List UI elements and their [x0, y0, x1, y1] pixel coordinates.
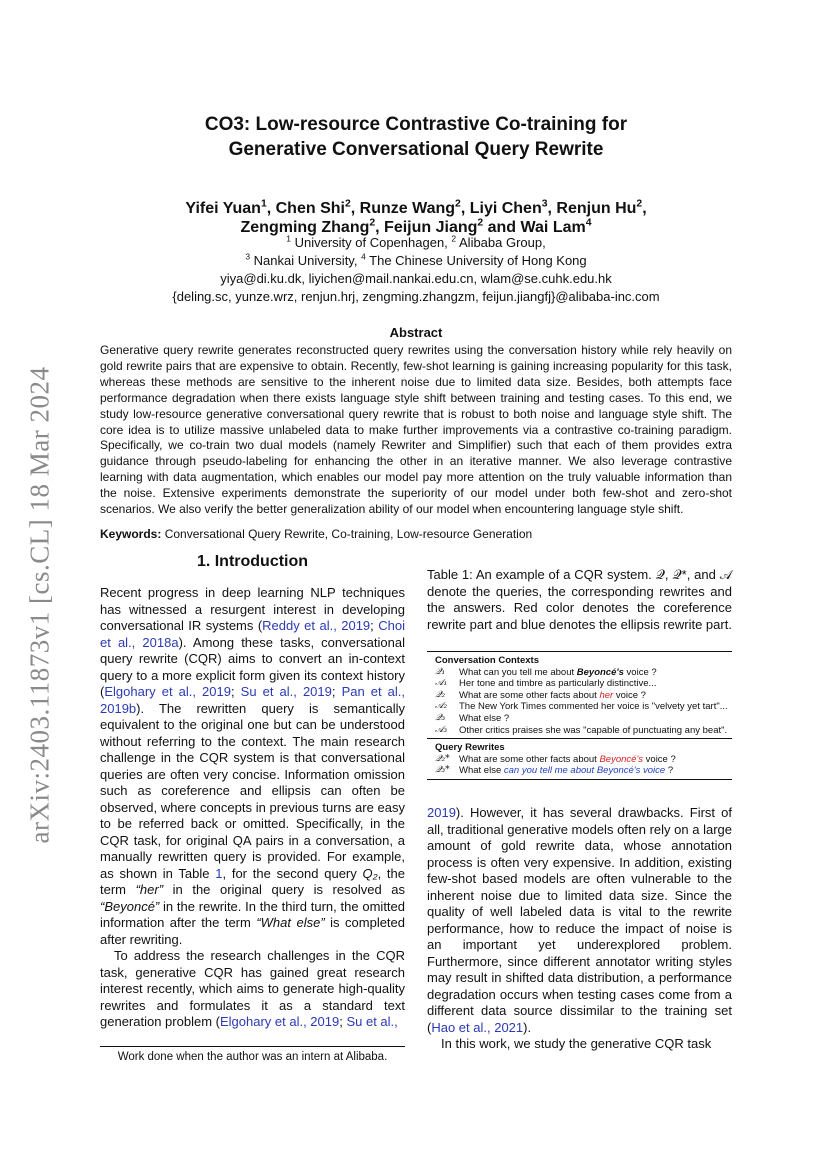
author-name: Liyi Chen — [469, 200, 542, 217]
table-row — [427, 725, 732, 739]
author-affil-mark: 3 — [541, 198, 548, 210]
author-name: Zengming Zhang — [240, 219, 370, 236]
arxiv-stamp — [20, 360, 60, 850]
author-name: Runze Wang — [359, 200, 456, 217]
row-key: 𝒬₂ — [435, 689, 446, 700]
author-sep: , — [642, 200, 647, 217]
table-row — [427, 713, 732, 725]
text-run: ). However, it has several drawbacks. First of all, traditional generative models often rely on a large amount of gold rewrite data, whose annotation process is often very expensive. In addition, existing few-shot based models are often vulnerable to the inherent noise due to limited data size. Since the quality of well labeled data is vital to the rewrite performance, how to reduce the impact of noise is an important yet underexplored problem. Furthermore, since different annotator writing styles may result in shifted data distribution, a performance degradation occurs when testing cases come from a different data source dissimilar to the training set ( — [427, 805, 732, 1035]
row-key: 𝒬₁ — [435, 666, 446, 677]
affiliations — [120, 234, 712, 306]
intro-paragraph-1 — [100, 585, 405, 948]
affil-text: University of Copenhagen, — [290, 235, 452, 250]
paper-title — [120, 112, 712, 162]
emphasis: “her” — [135, 882, 164, 897]
table-section-rewrites: Query Rewrites — [435, 742, 505, 754]
text-run: ; — [230, 684, 241, 699]
author-name: Feijun Jiang — [384, 219, 478, 236]
table-row — [427, 678, 732, 690]
row-value: Her tone and timbre as particularly distinctive... — [459, 678, 657, 690]
row-key: 𝒜₂ — [435, 701, 448, 712]
text-run: What are some other facts about — [459, 689, 600, 701]
right-paragraph-1 — [427, 805, 732, 1036]
section-heading-introduction: 1. Introduction — [196, 553, 309, 570]
author-affil-mark: 2 — [636, 198, 643, 210]
text-run: ? — [665, 765, 674, 777]
title-line-2: Generative Conversational Query Rewrite — [228, 139, 604, 160]
table-row — [427, 667, 732, 679]
table-row — [427, 765, 732, 779]
table-bottom-rule — [427, 779, 732, 780]
keywords-label: Keywords: — [100, 527, 162, 541]
table-row — [427, 690, 732, 702]
author-sep: , — [460, 200, 470, 217]
affil-mark: 1 — [286, 233, 291, 244]
author-sep: , — [375, 219, 385, 236]
row-key: 𝒜₃ — [435, 724, 448, 735]
row-value: The New York Times commented her voice is "velvety yet tart"... — [459, 701, 728, 713]
email-line-1: yiya@di.ku.dk, liyichen@mail.nankai.edu.cn, wlam@se.cuhk.edu.hk — [220, 271, 612, 286]
row-value — [459, 667, 732, 679]
text-run: What can you tell me about — [459, 666, 577, 678]
entity-highlight: Beyoncé's — [576, 666, 624, 678]
author-sep: , — [547, 200, 557, 217]
text-run: ). — [523, 1019, 532, 1035]
author-sep: , — [266, 200, 276, 217]
text-run: What else — [459, 765, 504, 777]
citation-link[interactable]: Su et al., — [346, 1014, 398, 1029]
text-run: voice ? — [613, 689, 646, 701]
citation-link[interactable]: Reddy et al., 2019 — [262, 618, 371, 633]
title-line-1: CO3: Low-resource Contrastive Co-training for — [204, 114, 628, 135]
affiliation-line-2 — [120, 252, 712, 270]
emphasis: “Beyoncé” — [100, 898, 160, 914]
text-run: ). The rewritten query is semantically equivalent to the original one but can be understood without referring to the context. The main research challenge in the CQR system is that conversational queries are often very concise. Information omission such as coreference and ellipsis can often be observed, where concepts in previous turns are easy to be referred back or omitted. Specifically, in the CQR task, for original QA pairs in a conversation, a manually rewritten query is provided. For example, as shown in Table — [100, 700, 405, 881]
table-row — [427, 701, 732, 713]
text-run: ). Among these tasks, conversational query rewrite (CQR) aims to convert an in-context query to a more explicit form given its context history ( — [100, 634, 405, 699]
text-run: , the term — [100, 865, 406, 897]
author-affil-mark: 2 — [455, 198, 461, 210]
citation-link[interactable]: Elgohary et al., 2019 — [219, 1014, 340, 1029]
row-key: 𝒬₃* — [435, 765, 450, 776]
author-affil-mark: 4 — [585, 217, 592, 229]
citation-link[interactable]: Su et al., 2019 — [240, 684, 332, 699]
row-value: Other critics praises she was "capable of punctuating any beat". — [459, 724, 728, 736]
left-column-text — [100, 585, 405, 1031]
right-column-text — [427, 805, 732, 1053]
author-sep: and — [483, 219, 521, 236]
author-line-1 — [120, 199, 712, 218]
citation-link[interactable]: Elgohary et al., 2019 — [104, 684, 231, 699]
cqr-example-table — [427, 651, 732, 780]
abstract-heading: Abstract — [389, 325, 443, 340]
row-value — [459, 754, 732, 766]
affil-mark: 3 — [245, 251, 251, 262]
table-row — [427, 754, 732, 766]
text-run: in the rewrite. In the third turn, the omitted information after the term — [100, 898, 405, 930]
table-section-contexts: Conversation Contexts — [435, 655, 539, 666]
author-affil-mark: 1 — [260, 198, 267, 210]
row-key: 𝒬₂* — [435, 753, 450, 764]
affil-mark: 4 — [361, 251, 366, 262]
text-run: To address the research challenges in the CQR task, generative CQR has gained great research interest recently, which aims to generate high-quality rewrites and formulates it as a standard text generation problem ( — [100, 948, 405, 1029]
text-run: voice ? — [623, 666, 657, 678]
author-name: Yifei Yuan — [185, 200, 261, 217]
row-value — [459, 765, 732, 777]
text-run: ; — [331, 684, 342, 699]
right-paragraph-2: In this work, we study the generative CQR task — [441, 1036, 712, 1051]
row-key: 𝒜₁ — [435, 678, 448, 689]
text-run: , for the second query — [222, 865, 363, 881]
row-value: What else ? — [459, 712, 510, 724]
text-run: What are some other facts about — [459, 753, 600, 765]
text-run: Recent progress in deep learning NLP techniques has witnessed a resurgent interest in developing conversational IR systems ( — [100, 585, 405, 633]
author-name: Wai Lam — [520, 219, 586, 236]
citation-link[interactable]: Hao et al., 2021 — [431, 1019, 524, 1035]
footnote: Work done when the author was an intern at Alibaba. — [117, 1051, 388, 1063]
author-name: Renjun Hu — [556, 200, 637, 217]
arxiv-stamp-text: arXiv:2403.11873v1 [cs.CL] 18 Mar 2024 — [24, 366, 55, 844]
author-affil-mark: 2 — [369, 217, 376, 229]
emphasis: “What else” — [256, 915, 325, 930]
coreference-highlight: Beyoncé's — [599, 753, 644, 765]
keywords — [100, 527, 732, 541]
citation-link[interactable]: 2019 — [427, 805, 456, 820]
author-list — [120, 199, 712, 237]
affil-text: Alibaba Group, — [456, 235, 546, 250]
row-value — [459, 690, 732, 702]
abstract-body: Generative query rewrite generates reconstructed query rewrites using the conversation history while rely heavily on gold rewrite pairs that are expensive to obtain. Recently, few-shot learning is gaining increasing popularity for this task, whereas these methods are sensitive to the inherent noise due to limited data size. Besides, both attempts face performance degradation when there exists language style shift between training and testing cases. To this end, we study low-resource generative conversational query rewrite that is robust to both noise and language style shift. The core idea is to utilize massive unlabeled data to make further improvements via a contrastive co-training paradigm. Specifically, we co-train two dual models (namely Rewriter and Simplifier) such that each of them provides extra guidance through pseudo-labeling for enhancing the other in an iterative manner. We also leverage contrastive learning with data augmentation, which enables our model pay more attention on the truly valuable information than the noise. Extensive experiments demonstrate the superiority of our model under both few-shot and zero-shot scenarios. We also verify the better generalization ability of our model when encountering language style shift. — [100, 343, 732, 517]
author-name: Chen Shi — [275, 200, 345, 217]
author-affil-mark: 2 — [344, 198, 351, 210]
affil-text: Nankai University, — [250, 253, 362, 268]
table-ref-link[interactable]: 1 — [215, 865, 223, 881]
intro-paragraph-2 — [100, 948, 405, 1031]
email-line-2: {deling.sc, yunze.wrz, renjun.hrj, zengming.zhangzm, feijun.jiangfj}@alibaba-inc.com — [172, 289, 660, 304]
citation-link[interactable]: Pan et al., 2019b — [100, 684, 406, 716]
footnote-rule — [100, 1046, 405, 1047]
table-caption: Table 1: An example of a CQR system. 𝒬, 𝒬*, and 𝒜 denote the queries, the corresponding rewrites and the answers. Red color denotes the coreference rewrite part and blue denotes the ellipsis rewrite part. — [427, 567, 732, 632]
coreference-highlight: her — [599, 689, 614, 701]
ellipsis-highlight: can you tell me about Beyoncé's voice — [503, 765, 666, 777]
text-run: ; — [370, 618, 379, 633]
keywords-text: Conversational Query Rewrite, Co-training, Low-resource Generation — [161, 527, 533, 541]
author-sep: , — [350, 200, 360, 217]
text-run: is completed after rewriting. — [100, 915, 406, 947]
affil-text: The Chinese University of Hong Kong — [365, 253, 587, 268]
citation-link[interactable]: Choi et al., 2018a — [100, 618, 405, 650]
author-affil-mark: 2 — [477, 217, 484, 229]
affil-mark: 2 — [451, 233, 457, 244]
text-run: voice ? — [643, 753, 676, 765]
affiliation-line-1 — [120, 234, 712, 252]
text-run: in the original query is resolved as — [163, 882, 405, 897]
row-key: 𝒬₃ — [435, 712, 446, 723]
math-symbol: Q₂ — [362, 865, 378, 881]
text-run: ; — [339, 1014, 347, 1029]
